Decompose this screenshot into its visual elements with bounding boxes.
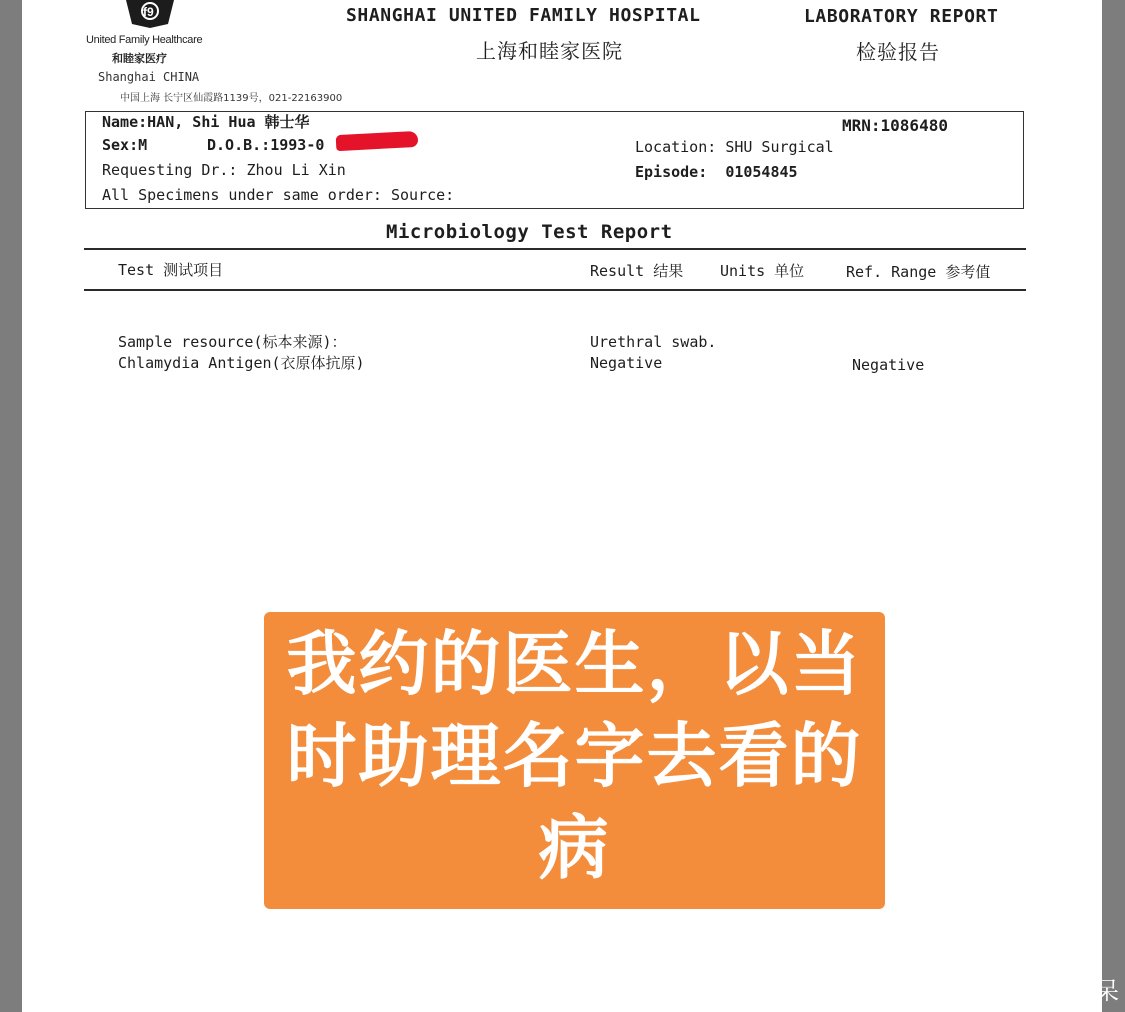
sex-value: M [138,136,148,154]
hospital-logo-icon [124,0,176,30]
report-type-en: LABORATORY REPORT [804,6,999,27]
column-header-range: Ref. Range 参考值 [846,263,991,281]
sex-label: Sex: [102,136,139,154]
specimens-line: All Specimens under same order: Source: [102,186,455,204]
row-chlamydia-result: Negative [590,354,663,372]
patient-dob [207,136,324,154]
row-sample-test: Sample resource(标本来源)： [118,333,347,351]
report-title: Microbiology Test Report [386,221,673,243]
row-chlamydia-test: Chlamydia Antigen(衣原体抗原) [118,354,365,372]
logo-mark-text: f9 [143,5,154,19]
requesting-label: Requesting Dr.: [102,161,238,179]
column-header-result: Result 结果 [590,262,684,280]
divider-top [84,248,1026,250]
row-sample-result: Urethral swab. [590,333,717,351]
name-label: Name: [102,113,148,131]
location-value: SHU Surgical [725,138,834,156]
requesting-doctor [102,161,346,179]
caption-text: 我约的医生，以当时助理名字去看的病 [286,623,863,889]
hospital-address: 中国上海 长宁区仙霞路1139号，021-22163900 [120,93,343,104]
episode [635,163,798,181]
patient-name [102,111,310,132]
report-type-cn: 检验报告 [856,40,940,64]
hospital-name-en: SHANGHAI UNITED FAMILY HOSPITAL [346,5,701,26]
hospital-city: Shanghai CHINA [98,70,200,84]
mrn [842,116,948,135]
row-chlamydia-range: Negative [852,356,925,374]
report-paper [22,0,1102,1012]
divider-bottom [84,289,1026,291]
hospital-name-cn: 上海和睦家医院 [476,39,623,63]
dob-value: 1993-0 [270,136,325,154]
column-header-units: Units 单位 [720,262,805,280]
logo-name-en: United Family Healthcare [86,34,203,46]
mrn-value: 1086480 [880,116,948,135]
dob-label: D.O.B.: [207,136,271,154]
logo-name-cn: 和睦家医疗 [112,52,167,65]
name-value: HAN, Shi Hua 韩士华 [147,113,310,131]
patient-sex [102,136,147,154]
location [635,138,834,156]
corner-watermark: 呆 [1095,977,1119,1005]
mrn-label: MRN: [842,116,881,135]
location-label: Location: [635,138,717,156]
episode-label: Episode: [635,163,708,181]
episode-value: 01054845 [725,163,798,181]
requesting-value: Zhou Li Xin [246,161,346,179]
column-header-test: Test 测试项目 [118,261,224,279]
caption-overlay [264,612,885,909]
